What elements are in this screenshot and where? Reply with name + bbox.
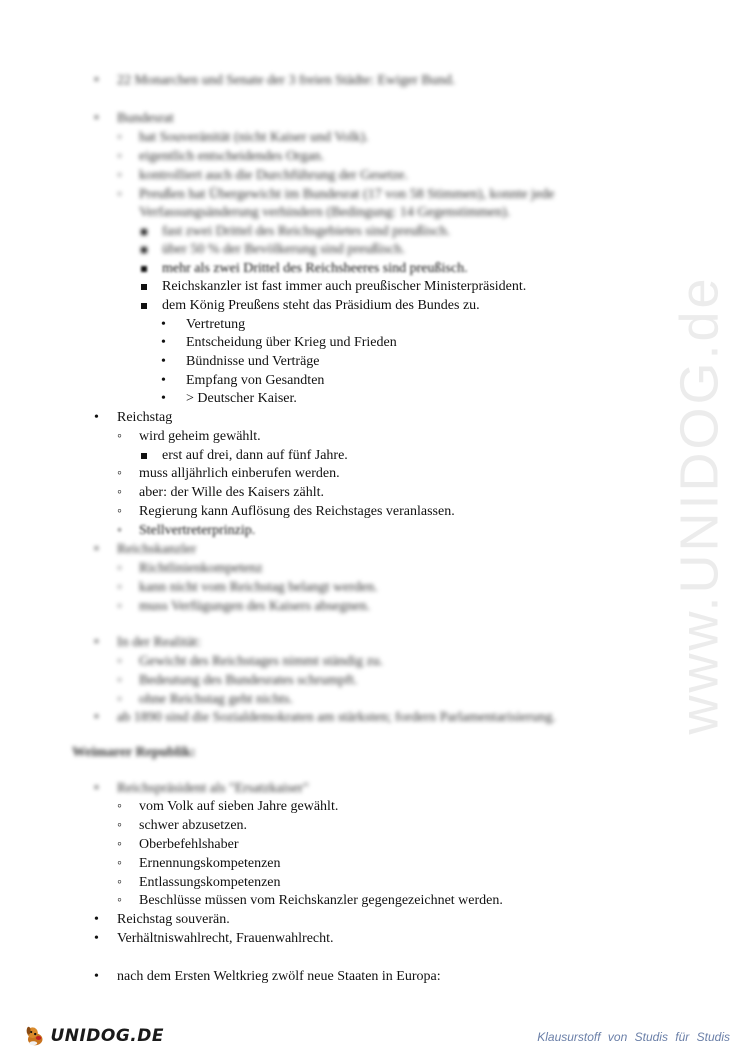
bullet-marker: ◦ xyxy=(117,429,122,444)
list-item: Richtlinienkompetenz xyxy=(139,561,263,576)
bullet-marker xyxy=(141,447,147,465)
list-item: Regierung kann Auflösung des Reichstages veranlassen. xyxy=(139,504,455,519)
bullet-marker: • xyxy=(94,710,99,725)
list-item: muss alljährlich einberufen werden. xyxy=(139,466,340,481)
bullet-marker: ◦ xyxy=(117,654,122,669)
dog-icon xyxy=(24,1019,46,1053)
bullet-marker: • xyxy=(94,912,99,927)
list-item: Bundesrat xyxy=(117,111,174,126)
list-item: Verfassungsänderung verhindern (Bedingung: 14 Gegenstimmen). xyxy=(139,205,511,220)
list-item: mehr als zwei Drittel des Reichsheeres sind preußisch. xyxy=(162,261,468,276)
list-item: ohne Reichstag geht nichts. xyxy=(139,692,293,707)
bullet-marker: ◦ xyxy=(117,837,122,852)
list-item: 22 Monarchen und Senate der 3 freien Städte: Ewiger Bund. xyxy=(117,73,456,88)
list-item: kontrolliert auch die Durchführung der Gesetze. xyxy=(139,168,409,183)
list-item: kann nicht vom Reichstag belangt werden. xyxy=(139,580,378,595)
list-item: Beschlüsse müssen vom Reichskanzler gegengezeichnet werden. xyxy=(139,893,503,908)
list-item: fast zwei Drittel des Reichsgebietes sind preußisch. xyxy=(162,224,451,239)
bullet-marker: • xyxy=(161,391,166,406)
bullet-marker: ◦ xyxy=(117,799,122,814)
bullet-marker: ◦ xyxy=(117,875,122,890)
list-item: Entlassungskompetenzen xyxy=(139,875,281,890)
bullet-marker: ◦ xyxy=(117,561,122,576)
list-item: Reichstag xyxy=(117,410,173,425)
bullet-marker: ◦ xyxy=(117,130,122,145)
bullet-marker: ◦ xyxy=(117,692,122,707)
list-item: vom Volk auf sieben Jahre gewählt. xyxy=(139,799,339,814)
list-item: ab 1890 sind die Sozialdemokraten am stärksten; fordern Parlamentarisierung. xyxy=(117,710,556,725)
list-item: Stellvertreterprinzip. xyxy=(139,523,256,538)
bullet-marker: ◦ xyxy=(117,504,122,519)
bullet-marker: ◦ xyxy=(117,466,122,481)
list-item: Empfang von Gesandten xyxy=(186,373,325,388)
list-item: Entscheidung über Krieg und Frieden xyxy=(186,335,397,350)
list-item: Reichskanzler ist fast immer auch preußischer Ministerpräsident. xyxy=(162,279,527,294)
list-item: Reichstag souverän. xyxy=(117,912,230,927)
bullet-marker: • xyxy=(94,635,99,650)
list-item: aber: der Wille des Kaisers zählt. xyxy=(139,485,324,500)
bullet-marker: ◦ xyxy=(117,599,122,614)
bullet-marker xyxy=(141,241,147,259)
bullet-marker: • xyxy=(94,111,99,126)
list-item: In der Realität: xyxy=(117,635,201,650)
bullet-marker: ◦ xyxy=(117,168,122,183)
bullet-marker: • xyxy=(94,73,99,88)
bullet-marker: • xyxy=(94,781,99,796)
list-item: Oberbefehlshaber xyxy=(139,837,239,852)
bullet-marker: ◦ xyxy=(117,856,122,871)
bullet-marker: • xyxy=(94,931,99,946)
bullet-marker: • xyxy=(94,542,99,557)
bullet-marker: ◦ xyxy=(117,523,122,538)
list-item: wird geheim gewählt. xyxy=(139,429,261,444)
list-item: Preußen hat Übergewicht im Bundesrat (17 von 58 Stimmen), konnte jede xyxy=(139,187,555,202)
bullet-marker: ◦ xyxy=(117,673,122,688)
watermark: www.UNIDOG.de xyxy=(670,275,730,735)
bullet-marker: ◦ xyxy=(117,187,122,202)
list-item: Reichspräsident als "Ersatzkaiser" xyxy=(117,781,309,796)
list-item: über 50 % der Bevölkerung sind preußisch. xyxy=(162,242,405,257)
bullet-marker: • xyxy=(94,410,99,425)
bullet-marker: • xyxy=(161,373,166,388)
unidog-logo: UNIDOG.DE xyxy=(24,1016,164,1056)
section-heading: Weimarer Republik: xyxy=(72,745,196,760)
tagline: Klausurstoff von Studis für Studis xyxy=(537,1030,730,1044)
bullet-marker: ◦ xyxy=(117,149,122,164)
bullet-marker: ◦ xyxy=(117,485,122,500)
list-item: Gewicht des Reichstages nimmt ständig zu. xyxy=(139,654,384,669)
list-item: dem König Preußens steht das Präsidium des Bundes zu. xyxy=(162,298,480,313)
bullet-marker: • xyxy=(161,317,166,332)
list-item: schwer abzusetzen. xyxy=(139,818,248,833)
list-item: erst auf drei, dann auf fünf Jahre. xyxy=(162,448,348,463)
list-item: Ernennungskompetenzen xyxy=(139,856,281,871)
bullet-marker xyxy=(141,223,147,241)
list-item: Bündnisse und Verträge xyxy=(186,354,320,369)
list-item: Verhältniswahlrecht, Frauenwahlrecht. xyxy=(117,931,334,946)
bullet-marker: ◦ xyxy=(117,893,122,908)
list-item: hat Souveränität (nicht Kaiser und Volk). xyxy=(139,130,369,145)
bullet-marker: • xyxy=(94,969,99,984)
list-item: nach dem Ersten Weltkrieg zwölf neue Staaten in Europa: xyxy=(117,969,441,984)
list-item: Reichskanzler xyxy=(117,542,197,557)
bullet-marker: • xyxy=(161,354,166,369)
list-item: Bedeutung des Bundesrates schrumpft. xyxy=(139,673,358,688)
bullet-marker xyxy=(141,278,147,296)
bullet-marker: • xyxy=(161,335,166,350)
list-item: Vertretung xyxy=(186,317,246,332)
bullet-marker xyxy=(141,260,147,278)
list-item: muss Verfügungen des Kaisers absegnen. xyxy=(139,599,371,614)
bullet-marker xyxy=(141,297,147,315)
bullet-marker: ◦ xyxy=(117,580,122,595)
list-item: eigentlich entscheidendes Organ. xyxy=(139,149,325,164)
bullet-marker: ◦ xyxy=(117,818,122,833)
list-item: > Deutscher Kaiser. xyxy=(186,391,297,406)
